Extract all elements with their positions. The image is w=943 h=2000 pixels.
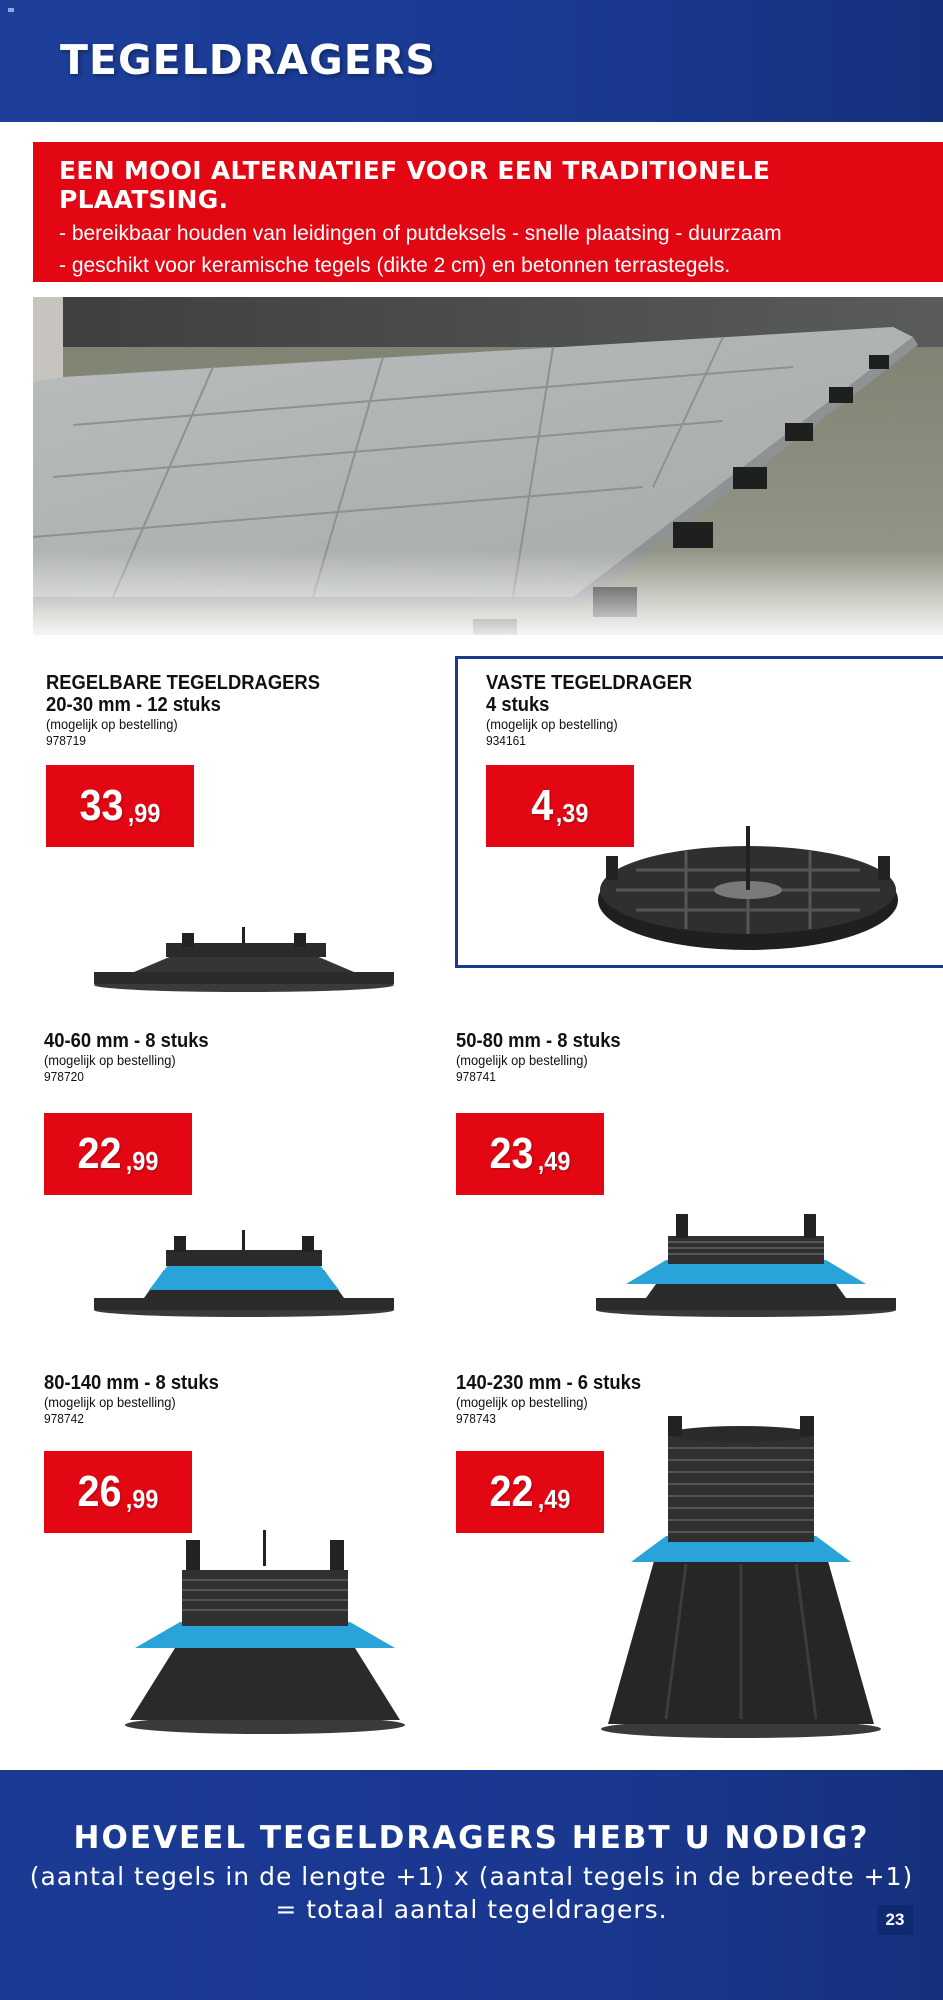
product-size: 50-80 mm - 8 stuks <box>456 1030 621 1052</box>
header-bar <box>0 0 943 122</box>
product-50-80 <box>456 1030 635 1085</box>
product-code: 978741 <box>456 1069 496 1084</box>
price-tag <box>456 1451 604 1533</box>
price-integer: 22 <box>489 1467 534 1516</box>
price-tag <box>44 1451 192 1533</box>
banner-headline: EEN MOOI ALTERNATIEF VOOR EEN TRADITIONELE PLAATSING. <box>59 156 771 214</box>
product-code: 978719 <box>46 733 86 748</box>
pedestal-140-230-image <box>596 1414 886 1739</box>
price-integer: 23 <box>489 1129 534 1178</box>
footer-formula-line-2: = totaal aantal tegeldragers. <box>275 1895 668 1924</box>
pedestal-50-80-image <box>596 1210 896 1320</box>
price-integer: 22 <box>77 1129 122 1178</box>
price-decimal: ,99 <box>126 1145 159 1176</box>
pedestal-20-30-image <box>94 925 394 995</box>
product-code: 934161 <box>486 733 526 748</box>
price-integer: 26 <box>77 1467 122 1516</box>
terrace-photo <box>33 297 943 635</box>
banner-line-2: - geschikt voor keramische tegels (dikte 2 cm) en betonnen terrastegels. <box>59 254 731 277</box>
price-decimal: ,39 <box>555 797 589 828</box>
product-title: VASTE TEGELDRAGER <box>486 672 693 694</box>
page-number: 23 <box>877 1905 913 1935</box>
price-integer: 33 <box>79 781 124 830</box>
product-code: 978742 <box>44 1411 84 1426</box>
product-note: (mogelijk op bestelling) <box>44 1394 176 1410</box>
product-40-60 <box>44 1030 223 1085</box>
product-title: REGELBARE TEGELDRAGERS <box>46 672 320 694</box>
footer-question: HOEVEEL TEGELDRAGERS HEBT U NODIG? <box>73 1820 870 1856</box>
banner-line-1: - bereikbaar houden van leidingen of putdeksels - snelle plaatsing - duurzaam <box>59 222 782 245</box>
product-80-140 <box>44 1372 234 1427</box>
product-note: (mogelijk op bestelling) <box>486 716 618 732</box>
product-regelbare-20-30 <box>46 672 344 749</box>
product-vaste-tegeldrager <box>486 672 710 749</box>
price-integer: 4 <box>530 781 553 830</box>
product-size: 40-60 mm - 8 stuks <box>44 1030 209 1052</box>
footer-bar <box>0 1770 943 2000</box>
product-note: (mogelijk op bestelling) <box>44 1052 176 1068</box>
product-size: 140-230 mm - 6 stuks <box>456 1372 642 1394</box>
corner-mark <box>8 8 14 12</box>
price-decimal: ,49 <box>538 1483 571 1514</box>
page-title: TEGELDRAGERS <box>60 36 436 84</box>
product-note: (mogelijk op bestelling) <box>456 1394 588 1410</box>
product-note: (mogelijk op bestelling) <box>46 716 178 732</box>
product-code: 978743 <box>456 1411 496 1426</box>
price-tag <box>46 765 194 847</box>
product-size: 4 stuks <box>486 694 550 716</box>
price-tag <box>44 1113 192 1195</box>
price-decimal: ,49 <box>538 1145 571 1176</box>
price-decimal: ,99 <box>128 797 161 828</box>
product-note: (mogelijk op bestelling) <box>456 1052 588 1068</box>
product-size: 80-140 mm - 8 stuks <box>44 1372 219 1394</box>
pedestal-40-60-image <box>94 1230 394 1320</box>
price-tag <box>456 1113 604 1195</box>
product-code: 978720 <box>44 1069 84 1084</box>
product-size: 20-30 mm - 12 stuks <box>46 694 221 716</box>
intro-banner <box>33 142 943 282</box>
terrace-illustration <box>33 297 943 635</box>
fixed-pedestal-image <box>596 826 901 956</box>
price-decimal: ,99 <box>126 1483 159 1514</box>
footer-formula-line-1: (aantal tegels in de lengte +1) x (aantal tegels in de breedte +1) <box>29 1862 914 1891</box>
pedestal-80-140-image <box>120 1530 410 1735</box>
